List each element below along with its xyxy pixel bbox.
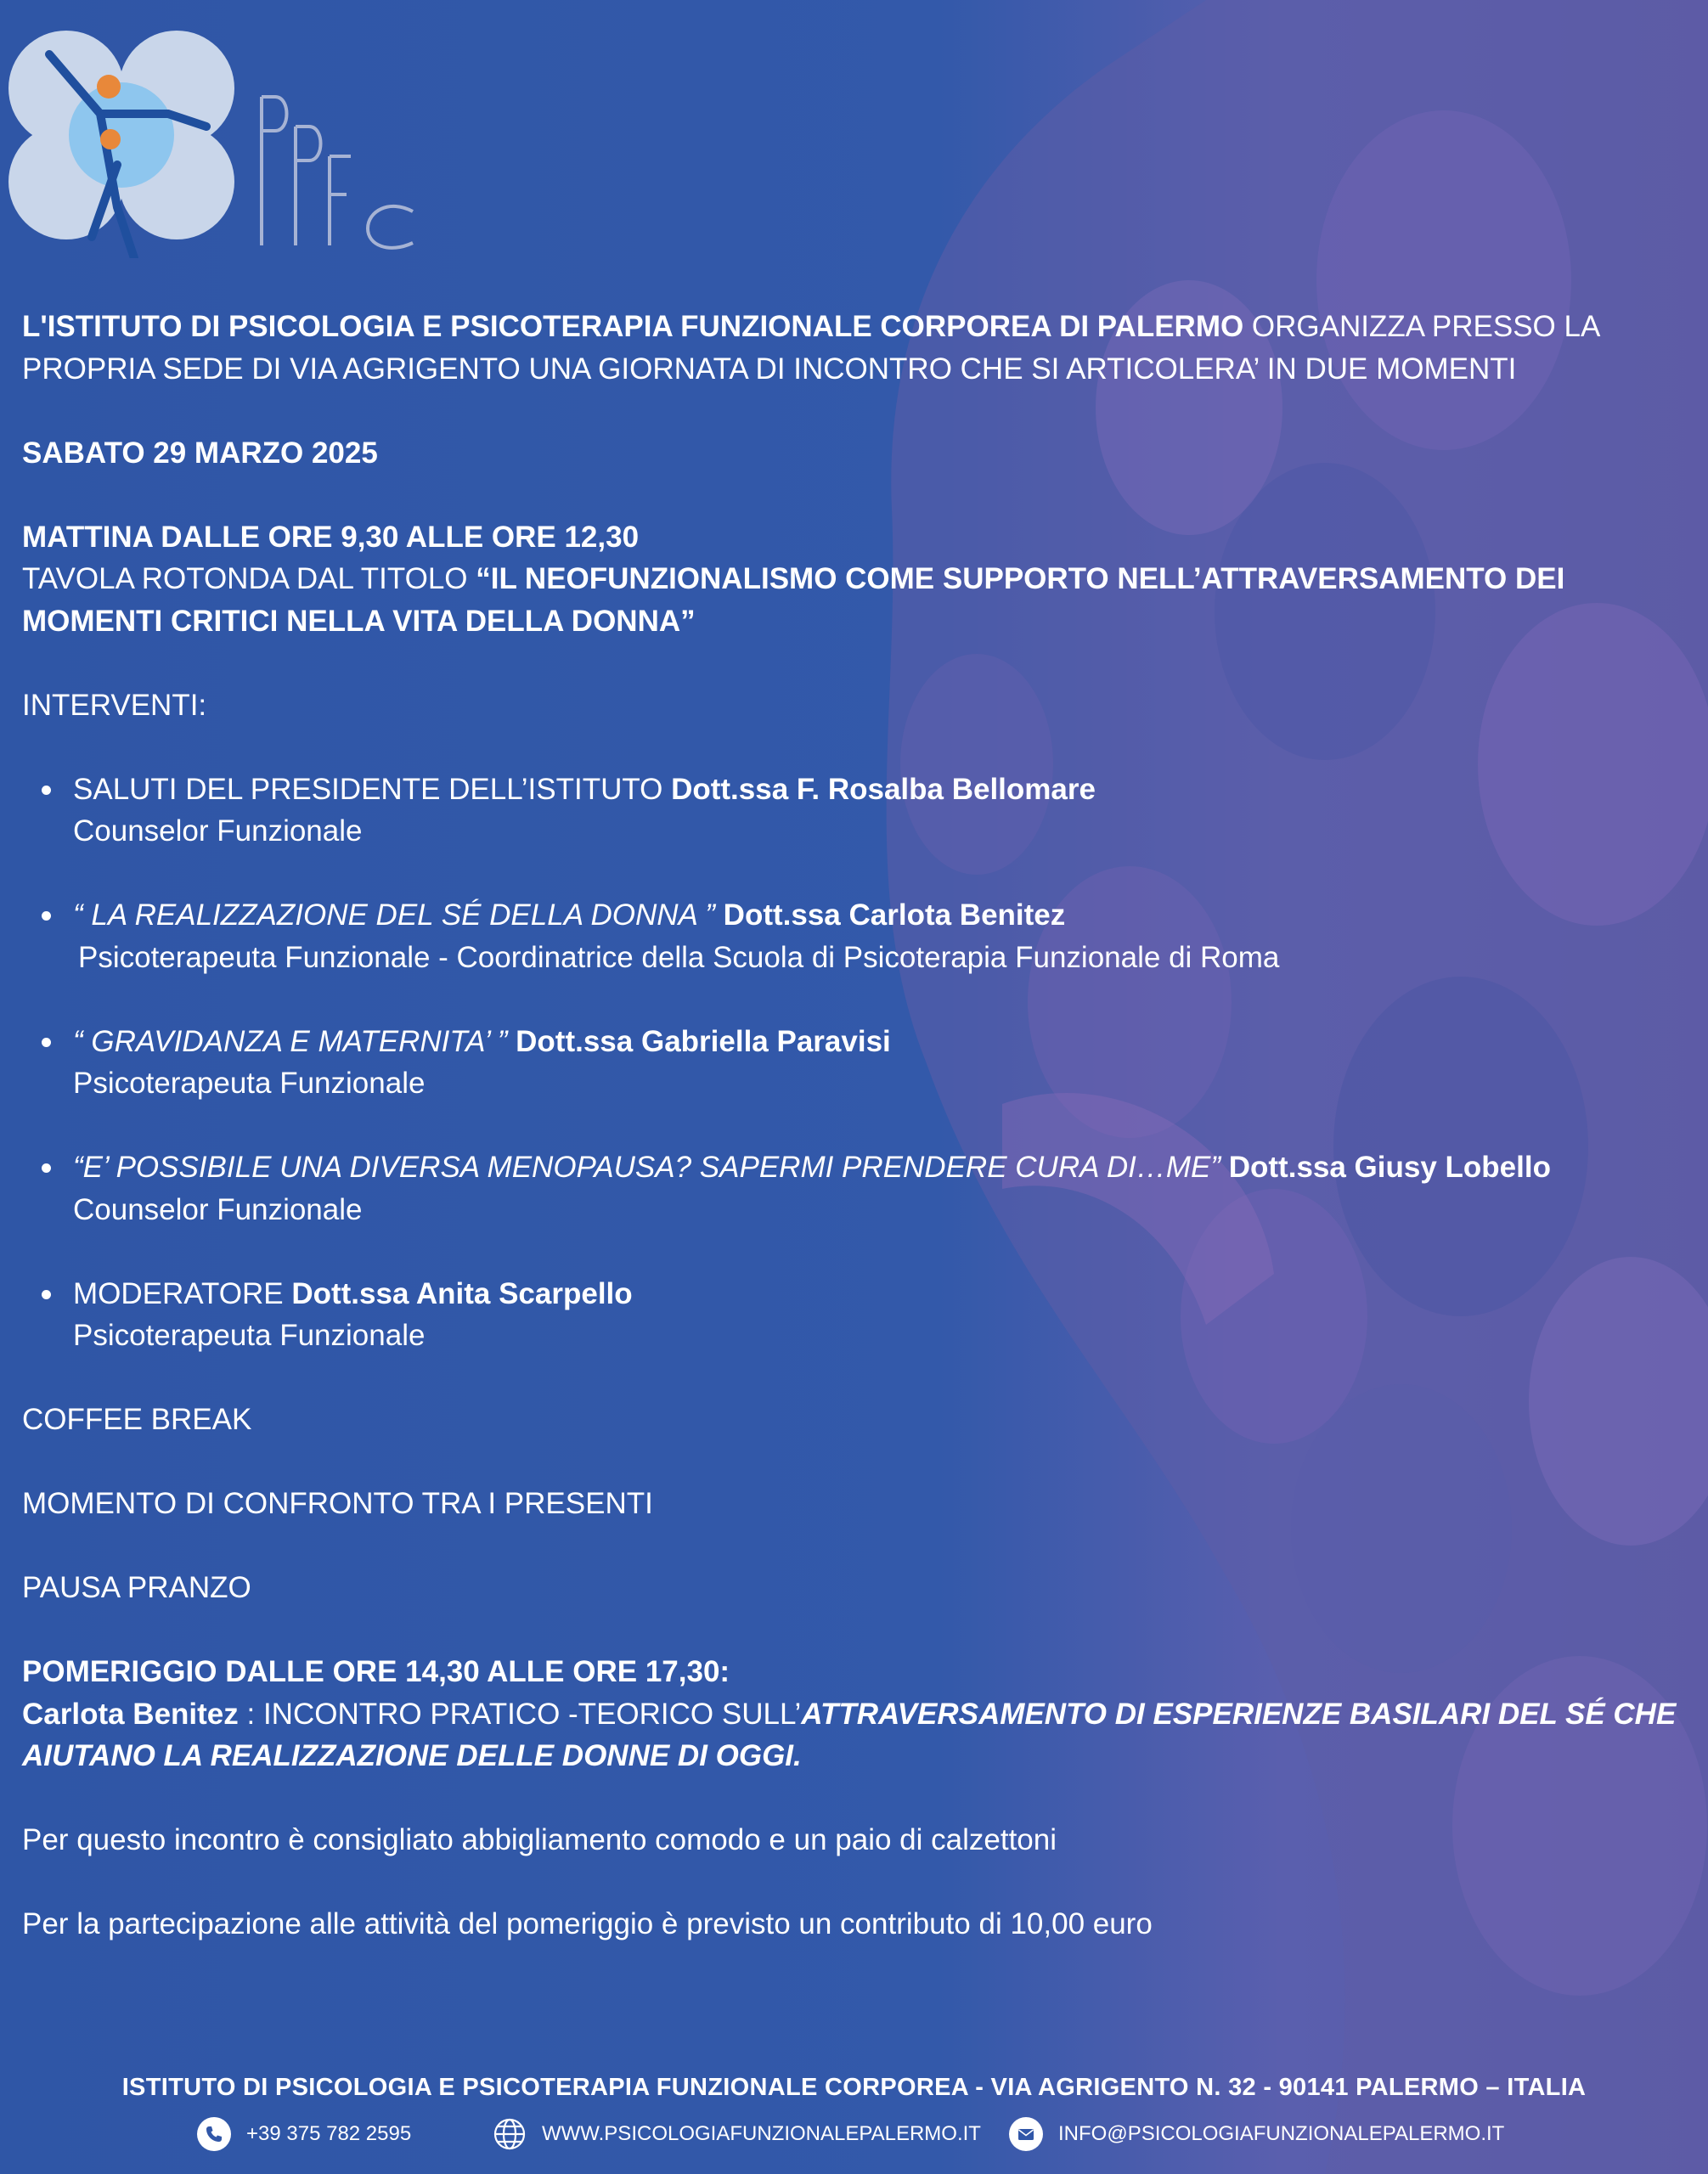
logo-graphic <box>7 20 423 258</box>
speaker-name: Dott.ssa Giusy Lobello <box>1228 1151 1551 1184</box>
bullet-icon <box>42 786 51 795</box>
website-link[interactable]: WWW.PSICOLOGIAFUNZIONALEPALERMO.IT <box>542 2122 981 2145</box>
bullet-icon <box>42 1290 51 1299</box>
coffee-break: COFFEE BREAK <box>22 1403 252 1436</box>
footer-contacts <box>0 2117 1708 2151</box>
footer-address: ISTITUTO DI PSICOLOGIA E PSICOTERAPIA FUNZIONALE CORPOREA - VIA AGRIGENTO N. 32 - 90141 PALERMO – ITALIA <box>121 2074 1587 2101</box>
event-content <box>22 306 1678 1946</box>
intervento-item: MODERATORE Dott.ssa Anita Scarpello <box>22 1273 1678 1315</box>
clothing-note: Per questo incontro è consigliato abbigliamento comodo e un paio di calzettoni <box>22 1823 1057 1856</box>
round-table-line-1: TAVOLA ROTONDA DAL TITOLO “IL NEOFUNZIONALISMO COME SUPPORTO NELL’ATTRAVERSAMENTO DEI <box>22 562 1565 595</box>
pausa-pranzo: PAUSA PRANZO <box>22 1571 251 1604</box>
intervento-item: “ GRAVIDANZA E MATERNITA’ ” Dott.ssa Gabriella Paravisi <box>22 1021 1678 1063</box>
bullet-icon <box>42 911 51 921</box>
globe-icon <box>493 2117 527 2151</box>
website-contact[interactable] <box>493 2117 981 2151</box>
speaker-role: Psicoterapeuta Funzionale <box>73 1067 426 1100</box>
bullet-icon <box>42 1038 51 1047</box>
phone-icon <box>197 2117 231 2151</box>
speaker-name: Dott.ssa Anita Scarpello <box>291 1276 633 1310</box>
round-table-line-2: MOMENTI CRITICI NELLA VITA DELLA DONNA” <box>22 604 696 638</box>
speaker-role: Psicoterapeuta Funzionale - Coordinatrice della Scuola di Psicoterapia Funzionale di Roma <box>78 940 1280 974</box>
intro-line-1: L'ISTITUTO DI PSICOLOGIA E PSICOTERAPIA FUNZIONALE CORPOREA DI PALERMO ORGANIZZA PRESSO LA <box>22 310 1601 343</box>
speaker-name: Dott.ssa Gabriella Paravisi <box>516 1024 891 1058</box>
afternoon-heading: POMERIGGIO DALLE ORE 14,30 ALLE ORE 17,30: <box>22 1655 730 1688</box>
intervento-item: “ LA REALIZZAZIONE DEL SÉ DELLA DONNA ” Dott.ssa Carlota Benitez <box>22 894 1678 937</box>
intervento-item: “E’ POSSIBILE UNA DIVERSA MENOPAUSA? SAPERMI PRENDERE CURA DI…ME” Dott.ssa Giusy Lobello <box>22 1146 1678 1189</box>
institute-name: L'ISTITUTO DI PSICOLOGIA E PSICOTERAPIA FUNZIONALE CORPOREA DI PALERMO <box>22 310 1244 343</box>
phone-contact[interactable] <box>197 2117 411 2151</box>
speaker-role: Counselor Funzionale <box>73 814 363 848</box>
ippfc-logo <box>7 20 423 258</box>
interventi-label: INTERVENTI: <box>22 688 207 722</box>
event-date: SABATO 29 MARZO 2025 <box>22 436 378 470</box>
morning-heading: MATTINA DALLE ORE 9,30 ALLE ORE 12,30 <box>22 520 640 554</box>
email-link[interactable]: INFO@PSICOLOGIAFUNZIONALEPALERMO.IT <box>1058 2122 1505 2145</box>
speaker-name: Dott.ssa F. Rosalba Bellomare <box>671 772 1096 806</box>
fee-note: Per la partecipazione alle attività del pomeriggio è previsto un contributo di 10,00 euro <box>22 1907 1153 1940</box>
bullet-icon <box>42 1163 51 1173</box>
afternoon-line-1: Carlota Benitez : INCONTRO PRATICO -TEORICO SULL’ATTRAVERSAMENTO DI ESPERIENZE BASILARI DEL SÉ CHE <box>22 1697 1677 1731</box>
speaker-name: Dott.ssa Carlota Benitez <box>723 898 1066 932</box>
mail-icon <box>1009 2117 1043 2151</box>
email-contact[interactable] <box>1009 2117 1504 2151</box>
confronto: MOMENTO DI CONFRONTO TRA I PRESENTI <box>22 1487 653 1520</box>
speaker-role: Counselor Funzionale <box>73 1192 363 1226</box>
afternoon-line-2: AIUTANO LA REALIZZAZIONE DELLE DONNE DI OGGI. <box>22 1739 802 1772</box>
phone-number: +39 375 782 2595 <box>246 2122 412 2145</box>
intro-line-2: PROPRIA SEDE DI VIA AGRIGENTO UNA GIORNATA DI INCONTRO CHE SI ARTICOLERA’ IN DUE MOMENTI <box>22 352 1517 386</box>
intervento-item: SALUTI DEL PRESIDENTE DELL’ISTITUTO Dott.ssa F. Rosalba Bellomare <box>22 769 1678 811</box>
speaker-role: Psicoterapeuta Funzionale <box>73 1319 426 1352</box>
